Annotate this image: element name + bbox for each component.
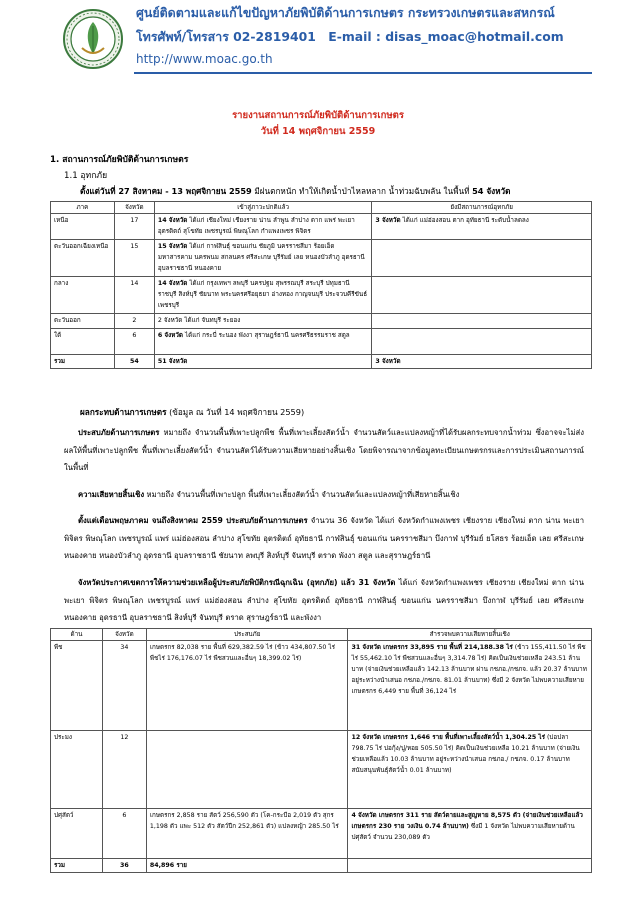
column-header: ประสบภัย xyxy=(146,629,348,641)
count-cell: 6 xyxy=(114,329,154,355)
header-divider xyxy=(134,72,592,74)
affected-cell xyxy=(146,731,348,809)
damage-summary-table xyxy=(50,628,592,873)
table-row xyxy=(51,277,592,314)
affected-term: ประสบภัยด้านการเกษตร xyxy=(78,428,160,437)
flood-period: ตั้งแต่วันที่ 27 สิงหาคม - 13 พฤศจิกายน 2559 xyxy=(80,186,252,196)
ongoing-count: 3 จังหวัด xyxy=(375,217,401,224)
normal-provinces: 2 จังหวัด ได้แก่ จันทบุรี ระยอง xyxy=(157,317,241,324)
affected-definition xyxy=(64,424,584,477)
normal-cell xyxy=(154,240,372,277)
normal-count: 15 จังหวัด xyxy=(157,243,188,250)
table-row xyxy=(51,329,592,355)
region-cell: ใต้ xyxy=(51,329,115,355)
emergency-zone-provinces: ได้แก่ จังหวัดกำแพงเพชร เชียงราย เชียงใหม่ ตาก น่าน พะเยา พิจิตร พิษณุโลก เพชรบูรณ์ แพร่ แม่ฮ่องสอน ลำปาง สุโขทัย อุตรดิตถ์ อุทัยธานี กาฬสินธุ์ ขอนแก่น นครราชสีมา บึงกาฬ บุรีรัมย์ เลย ศรีสะเกษ หนองคาย อุดรธานี อุบลราชธานี สิงห์บุรี จันทบุรี ตราด สุราษฎร์ธานี และพังงา xyxy=(64,578,584,622)
ongoing-cell xyxy=(372,314,592,329)
sector-cell: ปศุสัตว์ xyxy=(51,809,103,859)
phone-fax: โทรศัพท์/โทรสาร 02-2819401 xyxy=(136,29,316,44)
impact-title: ผลกระทบด้านการเกษตร xyxy=(80,407,167,417)
total-count: 36 xyxy=(102,859,146,873)
normal-count: 14 จังหวัด xyxy=(157,217,188,224)
count-cell: 2 xyxy=(114,314,154,329)
damage-summary: 31 จังหวัด เกษตรกร 33,895 ราย พื้นที่ 214,188.38 ไร่ xyxy=(351,644,513,651)
count-cell: 15 xyxy=(114,240,154,277)
region-cell: เหนือ xyxy=(51,214,115,240)
total-count: 54 xyxy=(114,355,154,369)
emergency-zone-paragraph xyxy=(64,574,584,627)
section-heading: 1. สถานการณ์ภัยพิบัติด้านการเกษตร xyxy=(50,155,189,165)
damage-cell xyxy=(348,809,592,859)
count-cell: 12 xyxy=(102,731,146,809)
normal-cell xyxy=(154,277,372,314)
region-cell: ตะวันออก xyxy=(51,314,115,329)
table-total-row xyxy=(51,859,592,873)
ongoing-cell xyxy=(372,214,592,240)
damage-cell xyxy=(348,641,592,731)
affected-provinces-paragraph xyxy=(64,512,584,565)
damage-definition xyxy=(64,486,584,504)
count-cell: 34 xyxy=(102,641,146,731)
normal-count: 14 จังหวัด xyxy=(157,280,188,287)
report-title: รายงานสถานการณ์ภัยพิบัติด้านการเกษตร xyxy=(232,110,404,121)
region-cell: ตะวันออกเฉียงเหนือ xyxy=(51,240,115,277)
total-normal: 51 จังหวัด xyxy=(154,355,372,369)
count-cell: 14 xyxy=(114,277,154,314)
column-header: ยังมีสถานการณ์อุทกภัย xyxy=(372,202,592,214)
ongoing-cell xyxy=(372,277,592,314)
column-header: เข้าสู่ภาวะปกติแล้ว xyxy=(154,202,372,214)
column-header: ภาค xyxy=(51,202,115,214)
organization-name: ศูนย์ติดตามและแก้ไขปัญหาภัยพิบัติด้านการเกษตร กระทรวงเกษตรและสหกรณ์ xyxy=(136,5,555,20)
damage-cell xyxy=(348,731,592,809)
sector-cell: พืช xyxy=(51,641,103,731)
normal-cell xyxy=(154,214,372,240)
ongoing-cell xyxy=(372,240,592,277)
normal-cell xyxy=(154,314,372,329)
damage-detail: (ข้าว 155,411.50 ไร่ พืชไร่ 55,462.10 ไร่ พืชสวนและอื่นๆ 3,314.78 ไร่) คิดเป็นเงินช่วยเหลือ 243.51 ล้านบาท (จ่ายเงินช่วยเหลือแล้ว 142.13 ล้านบาท ผ่าน กชภอ./กชภจ. แล้ว 20.37 ล้านบาท อยู่ระหว่างนำเสนอ กชภอ./กชภจ. 81.01 ล้านบาท) ซึ่งมี 2 จังหวัด ไม่พบความเสียหาย เกษตรกร 6,449 ราย พื้นที่ 36,124 ไร่ xyxy=(351,644,587,695)
normal-provinces: ได้แก่ กาฬสินธุ์ ขอนแก่น ชัยภูมิ นครราชสีมา ร้อยเอ็ด มหาสารคาม นครพนม สกลนคร ศรีสะเกษ บุรีรัมย์ เลย หนองบัวลำภู อุดรธานี อุบลราชธานี หนองคาย xyxy=(157,243,365,272)
damage-summary: 12 จังหวัด เกษตรกร 1,646 ราย พื้นที่เพาะเลี้ยงสัตว์น้ำ 1,304.25 ไร่ xyxy=(351,734,545,741)
damage-term: ความเสียหายสิ้นเชิง xyxy=(78,490,145,499)
damage-detail: ซึ่งมี 1 จังหวัด ไม่พบความเสียหายด้านปศุสัตว์ จำนวน 230,089 ตัว xyxy=(351,823,575,841)
column-header: จังหวัด xyxy=(102,629,146,641)
normal-provinces: ได้แก่ เชียงใหม่ เชียงราย น่าน ลำพูน ลำปาง ตาก แพร่ พะเยา อุตรดิตถ์ สุโขทัย เพชรบูรณ์ พิษณุโลก กำแพงเพชร พิจิตร xyxy=(157,217,355,235)
total-label: รวม xyxy=(51,859,103,873)
affected-text: หมายถึง จำนวนพื้นที่เพาะปลูกพืช พื้นที่เพาะเลี้ยงสัตว์น้ำ จำนวนสัตว์และแปลงหญ้าที่ได้รับผลกระทบจากน้ำท่วม ซึ่งอาจจะไม่ส่งผลให้พื้นที่เพาะปลูกพืช พื้นที่เพาะเลี้ยงสัตว์น้ำ จำนวนสัตว์ได้รับความเสียหายอย่างสิ้นเชิง โดยพิจารณาจากข้อมูลทะเบียนเกษตรกรและการประเมินสถานการณ์ในพื้นที่ xyxy=(64,428,584,472)
region-cell: กลาง xyxy=(51,277,115,314)
impact-heading xyxy=(80,406,304,419)
column-header: สำรวจพบความเสียหายสิ้นเชิง xyxy=(348,629,592,641)
table-row xyxy=(51,809,592,859)
affected-provinces: จำนวน 36 จังหวัด ได้แก่ จังหวัดกำแพงเพชร เชียงราย เชียงใหม่ ตาก น่าน พะเยา พิจิตร พิษณุโลก เพชรบูรณ์ แพร่ แม่ฮ่องสอน ลำปาง สุโขทัย อุตรดิตถ์ อุทัยธานี กาฬสินธุ์ ขอนแก่น นครราชสีมา บึงกาฬ บุรีรัมย์ ยโสธร ร้อยเอ็ด เลย ศรีสะเกษ หนองคาย หนองบัวลำภู อุดรธานี อุบลราชธานี ชัยนาท ลพบุรี สิงห์บุรี จันทบุรี ตราด พังงา สตูล และสุราษฎร์ธานี xyxy=(64,516,585,560)
table-row xyxy=(51,314,592,329)
affected-cell: เกษตรกร 2,858 ราย สัตว์ 256,590 ตัว (โค-กระบือ 2,019 ตัว สุกร 1,198 ตัว แพะ 512 ตัว สัตว์ปีก 252,861 ตัว) แปลงหญ้า 285.50 ไร่ xyxy=(146,809,348,859)
contact-line xyxy=(136,28,564,47)
flood-intro xyxy=(80,185,510,198)
table-total-row xyxy=(51,355,592,369)
total-damage xyxy=(348,859,592,873)
emergency-zone-count: จังหวัดประกาศเขตการให้ความช่วยเหลือผู้ประสบภัยพิบัติกรณีฉุกเฉิน (อุทกภัย) แล้ว 31 จังหวัด xyxy=(78,578,396,587)
table-row xyxy=(51,214,592,240)
report-date: วันที่ 14 พฤศจิกายน 2559 xyxy=(260,126,376,137)
table-row xyxy=(51,240,592,277)
normal-count: 6 จังหวัด xyxy=(157,332,183,339)
ministry-logo xyxy=(62,8,124,70)
affected-period: ตั้งแต่เดือนพฤษภาคม จนถึงสิงหาคม 2559 ประสบภัยด้านการเกษตร xyxy=(78,516,308,525)
affected-cell: เกษตรกร 82,038 ราย พื้นที่ 629,382.59 ไร่ (ข้าว 434,807.50 ไร่ พืชไร่ 176,176.07 ไร่ พืชสวนและอื่นๆ 18,399.02 ไร่) xyxy=(146,641,348,731)
sector-cell: ประมง xyxy=(51,731,103,809)
ongoing-cell xyxy=(372,329,592,355)
damage-detail: (บ่อปลา 798.75 ไร่ บ่อกุ้ง/ปู/หอย 505.50 ไร่) คิดเป็นเงินช่วยเหลือ 10.21 ล้านบาท (จ่ายเงินช่วยเหลือแล้ว 10.03 ล้านบาท อยู่ระหว่างนำเสนอ กชภอ./ กชภจ. 0.17 ล้านบาท สนับสนุนพันธุ์สัตว์น้ำ 0.01 ล้านบาท) xyxy=(351,734,580,774)
table-header-row xyxy=(51,202,592,214)
email-address: E-mail : disas_moac@hotmail.com xyxy=(328,29,564,44)
normal-cell xyxy=(154,329,372,355)
subsection-heading: 1.1 อุทกภัย xyxy=(64,171,108,181)
table-header-row xyxy=(51,629,592,641)
flood-status-table xyxy=(50,201,592,369)
count-cell: 6 xyxy=(102,809,146,859)
flood-province-count: 54 จังหวัด xyxy=(472,186,511,196)
damage-summary: 4 จังหวัด เกษตรกร 311 ราย สัตว์ตายและสูญหาย 8,575 ตัว (จ่ายเงินช่วยเหลือแล้ว เกษตรกร 230 ราย วงเงิน 0.74 ล้านบาท) xyxy=(351,812,583,830)
total-ongoing: 3 จังหวัด xyxy=(372,355,592,369)
normal-provinces: ได้แก่ กรุงเทพฯ ลพบุรี นครปฐม สุพรรณบุรี สระบุรี ปทุมธานี ราชบุรี สิงห์บุรี ชัยนาท พระนครศรีอยุธยา อ่างทอง กาญจนบุรี ประจวบคีรีขันธ์ เพชรบุรี xyxy=(157,280,368,309)
table-row xyxy=(51,731,592,809)
website-link[interactable]: http://www.moac.go.th xyxy=(136,52,273,66)
impact-date: (ข้อมูล ณ วันที่ 14 พฤศจิกายน 2559) xyxy=(166,407,305,417)
column-header: ด้าน xyxy=(51,629,103,641)
total-affected: 84,896 ราย xyxy=(146,859,348,873)
table-row xyxy=(51,641,592,731)
flood-description: มีฝนตกหนัก ทำให้เกิดน้ำป่าไหลหลาก น้ำท่วมฉับพลัน ในพื้นที่ xyxy=(251,186,473,196)
total-label: รวม xyxy=(51,355,115,369)
ongoing-provinces: ได้แก่ แม่ฮ่องสอน ตาก อุทัยธานี ระดับน้ำลดลง xyxy=(400,217,529,224)
column-header: จังหวัด xyxy=(114,202,154,214)
count-cell: 17 xyxy=(114,214,154,240)
normal-provinces: ได้แก่ กระบี่ ระนอง พังงา สุราษฎร์ธานี นครศรีธรรมราช สตูล xyxy=(182,332,350,339)
damage-text: หมายถึง จำนวนพื้นที่เพาะปลูก พื้นที่เพาะเลี้ยงสัตว์น้ำ จำนวนสัตว์และแปลงหญ้าที่เสียหายสิ้นเชิง xyxy=(144,490,460,499)
